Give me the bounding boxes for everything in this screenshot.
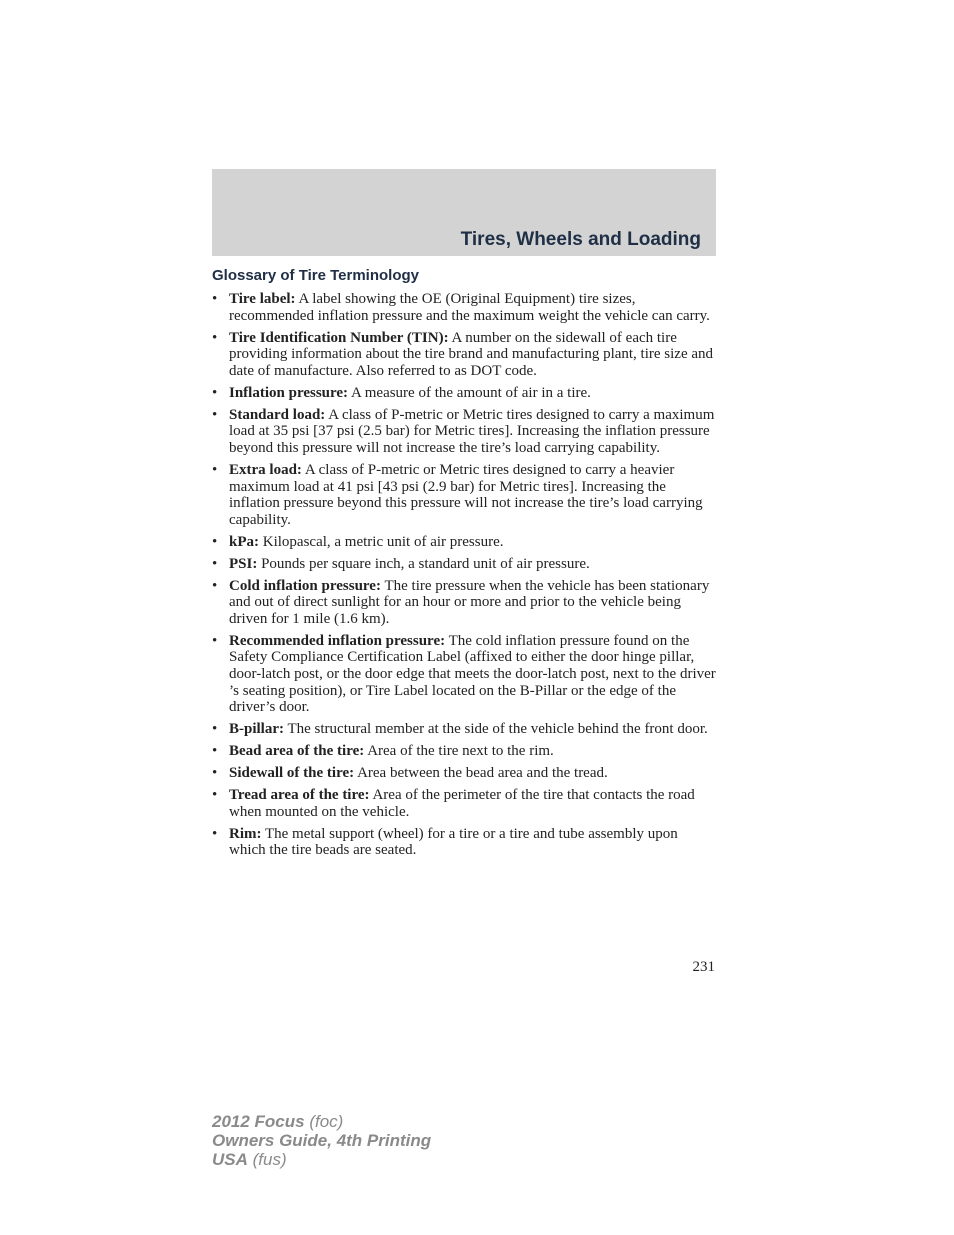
glossary-term: Tread area of the tire: — [229, 787, 370, 804]
glossary-definition: A label showing the OE (Original Equipment) tire sizes, recommended inflation pressure and the maximum weight the vehicle can carry. — [229, 291, 710, 324]
glossary-definition: The tire pressure when the vehicle has been stationary and out of direct sunlight for an hour or more and prior to the vehicle being driven for 1 mile (1.6 km). — [229, 577, 710, 627]
glossary-definition: The metal support (wheel) for a tire or a tire and tube assembly upon which the tire beads are seated. — [229, 825, 678, 859]
glossary-term: Tire label: — [229, 291, 296, 307]
glossary-definition: Area between the bead area and the tread. — [357, 765, 608, 782]
glossary-item — [212, 407, 718, 457]
glossary-item — [212, 578, 718, 628]
glossary-item — [212, 330, 718, 380]
glossary-definition: Area of the perimeter of the tire that contacts the road when mounted on the vehicle. — [229, 787, 695, 820]
glossary-item — [212, 534, 718, 551]
glossary-item — [212, 765, 718, 782]
bullet-icon: • — [212, 384, 218, 401]
glossary-term: Bead area of the tire: — [229, 743, 365, 760]
glossary-item — [212, 291, 718, 324]
glossary-term: Standard load: — [229, 406, 326, 423]
glossary-term: Inflation pressure: — [229, 384, 349, 401]
bullet-icon: • — [212, 765, 218, 782]
glossary-item — [212, 721, 718, 738]
glossary-item — [212, 787, 718, 820]
section-header-band — [212, 169, 716, 256]
glossary-term: kPa: — [229, 533, 259, 550]
page-number: 231 — [692, 959, 715, 975]
glossary-definition: A number on the sidewall of each tire providing information about the tire brand and manufacturing plant, tire size and date of manufacture. Also referred to as DOT code. — [229, 329, 714, 379]
glossary-item — [212, 385, 718, 402]
glossary-definition: A class of P-metric or Metric tires designed to carry a heavier maximum load at 41 psi [43 psi (2.9 bar) for Metric tires]. Increasing the inflation pressure beyond this pressure will not increase the tire’s load carrying capability. — [229, 461, 703, 528]
bullet-icon: • — [212, 533, 218, 550]
glossary-definition: Pounds per square inch, a standard unit of air pressure. — [261, 555, 590, 572]
footer-model: 2012 Focus — [212, 1112, 305, 1131]
bullet-icon: • — [212, 825, 218, 842]
glossary-definition: Area of the tire next to the rim. — [367, 743, 554, 760]
glossary-definition: The cold inflation pressure found on the Safety Compliance Certification Label (affixed to either the door hinge pillar, door-latch post, or the door edge that meets the door-latch post, next to the driver ’s seating position), or Tire Label located on the B-Pillar or the edge of the driver’s door. — [229, 632, 716, 716]
glossary-term: Sidewall of the tire: — [229, 765, 355, 782]
footer-model-line — [212, 1112, 431, 1131]
glossary-term: Tire Identification Number (TIN): — [229, 329, 449, 346]
glossary-list — [212, 291, 718, 864]
glossary-definition: A class of P-metric or Metric tires designed to carry a maximum load at 35 psi [37 psi (2.5 bar) for Metric tires]. Increasing the inflation pressure beyond this pressure will not increase the tire’s load carrying capability. — [229, 406, 715, 456]
glossary-definition: The structural member at the side of the vehicle behind the front door. — [287, 721, 708, 738]
footer-market-code: (fus) — [247, 1150, 287, 1169]
glossary-definition: Kilopascal, a metric unit of air pressure. — [262, 533, 504, 550]
glossary-term: PSI: — [229, 555, 258, 572]
glossary-term: Rim: — [229, 825, 262, 842]
footer-model-code: (foc) — [304, 1112, 344, 1131]
bullet-icon: • — [212, 406, 218, 423]
glossary-term: Cold inflation pressure: — [229, 577, 381, 594]
footer-market: USA — [212, 1150, 248, 1169]
footer-edition: Owners Guide, 4th Printing — [212, 1131, 432, 1150]
glossary-item — [212, 633, 718, 716]
glossary-term: Extra load: — [229, 461, 302, 478]
section-title: Glossary of Tire Terminology — [212, 267, 419, 284]
chapter-title: Tires, Wheels and Loading — [460, 229, 701, 250]
footer-market-line — [212, 1150, 431, 1169]
bullet-icon: • — [212, 721, 218, 738]
document-footer — [212, 1112, 431, 1169]
bullet-icon: • — [212, 461, 218, 478]
bullet-icon: • — [212, 555, 218, 572]
glossary-item — [212, 826, 718, 859]
bullet-icon: • — [212, 291, 218, 307]
bullet-icon: • — [212, 329, 218, 346]
bullet-icon: • — [212, 632, 218, 649]
glossary-item — [212, 743, 718, 760]
bullet-icon: • — [212, 577, 218, 594]
bullet-icon: • — [212, 743, 218, 760]
glossary-term: B-pillar: — [229, 721, 284, 738]
bullet-icon: • — [212, 787, 218, 804]
glossary-term: Recommended inflation pressure: — [229, 632, 446, 649]
glossary-item — [212, 462, 718, 528]
glossary-item — [212, 556, 718, 573]
glossary-definition: A measure of the amount of air in a tire. — [350, 384, 591, 401]
